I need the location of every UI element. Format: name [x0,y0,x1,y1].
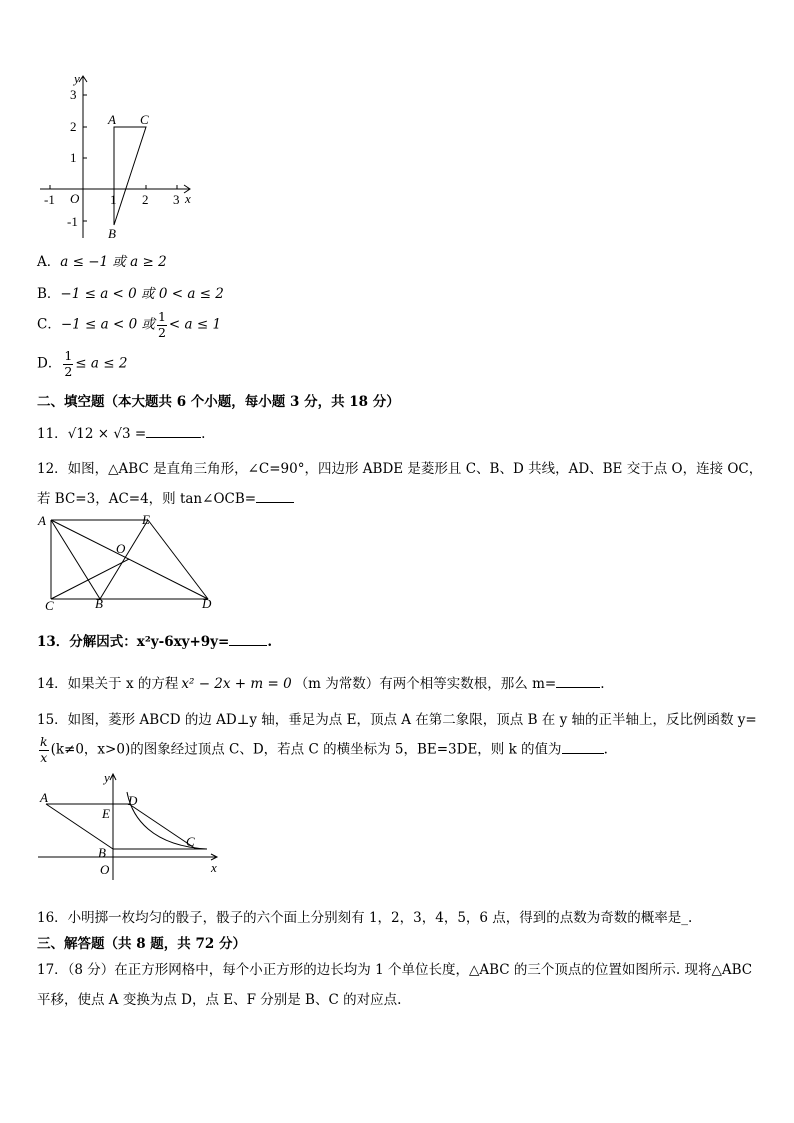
question-13: 13．分解因式：x²y-6xy+9y= . [37,634,273,650]
option-letter: C． [37,316,61,333]
option-text: < a ≤ 1 [168,316,222,333]
point-label-e: E [142,512,150,527]
x-axis-label: x [211,860,217,875]
option-text: ≤ a ≤ 2 [75,355,128,372]
y-tick-label: 1 [70,150,77,165]
point-label-o: O [116,541,126,556]
point-label-a: A [38,513,46,528]
option-c [37,311,221,339]
answer-blank [562,752,604,754]
option-text: −1 ≤ a < 0 或 0 < a ≤ 2 [60,286,224,302]
point-label-e: E [102,806,110,821]
origin-label: O [70,191,80,206]
y-tick-label: 3 [70,87,77,102]
point-label-b: B [98,845,106,860]
y-tick-label: 2 [70,119,77,134]
answer-blank [229,644,267,646]
point-label-b: B [108,226,116,241]
question-15-line1: 15．如图，菱形 ABCD 的边 AD⊥y 轴，垂足为点 E，顶点 A 在第二象限，顶点 B 在 y 轴的正半轴上，反比例函数 y= [37,712,757,728]
point-label-c: C [186,834,195,849]
option-letter: B． [37,286,61,302]
point-label-b: B [95,596,103,611]
option-letter: D． [37,355,62,372]
point-label-d: D [202,596,212,611]
answer-blank [556,686,600,688]
section-heading: 三、解答题（共 8 题，共 72 分） [37,936,246,952]
point-label-d: D [128,793,138,808]
point-label-c: C [140,112,149,127]
figure-coordinate-triangle [30,68,205,243]
option-text: −1 ≤ a < 0 或 [60,316,155,333]
option-d [37,350,127,378]
figure-rhombus [32,510,217,615]
origin-label: O [100,862,110,877]
x-tick-label: 3 [173,192,180,207]
question-16: 16．小明掷一枚均匀的骰子，骰子的六个面上分别刻有 1，2，3，4，5，6 点，得到的点数为奇数的概率是_. [37,910,693,926]
question-11: 11．√12 × √3 = . [37,426,206,442]
x-tick-label: 2 [142,192,149,207]
option-a [37,250,167,270]
question-17-line2: 平移，使点 A 变换为点 D，点 E、F 分别是 B、C 的对应点. [37,992,402,1008]
option-letter: A． [37,254,61,270]
fraction: $\frac{1}{2}$ [157,309,166,340]
question-17-line1: 17．（8 分）在正方形网格中，每个小正方形的边长均为 1 个单位长度，△ABC 的三个顶点的位置如图所示. 现将△ABC [37,962,753,978]
x-tick-label: 1 [110,192,117,207]
option-text: a ≤ −1 或 a ≥ 2 [60,254,167,270]
point-label-c: C [45,598,54,613]
figure-rhombus-hyperbola [32,768,227,880]
x-axis-label: x [185,191,191,206]
question-12-line1: 12．如图，△ABC 是直角三角形，∠C=90°，四边形 ABDE 是菱形且 C、B、D 共线，AD、BE 交于点 O，连接 OC， [37,461,763,477]
x-tick-label: -1 [44,192,55,207]
question-15-line2: $\frac{k}{x}$ (k≠0，x>0)的图象经过顶点 C、D，若点 C 的横坐标为 5，BE=3DE，则 k 的值为 . [40,734,608,765]
fraction: $\frac{1}{2}$ [64,348,73,379]
question-14: 14．如果关于 x 的方程 x² − 2x + m = 0 （m 为常数）有两个相等实数根，那么 m= . [37,676,605,692]
answer-blank [256,501,294,503]
fraction: $\frac{k}{x}$ [40,734,48,765]
answer-blank [146,436,201,438]
triangle-abc [114,127,146,225]
section-heading: 二、填空题（本大题共 6 个小题，每小题 3 分，共 18 分） [37,394,400,410]
y-axis-label: y [104,770,110,785]
option-b [37,282,224,302]
y-axis-label: y [74,71,80,86]
question-12-line2: 若 BC=3，AC=4，则 tan∠OCB= [37,487,294,507]
point-label-a: A [40,790,48,805]
point-label-a: A [108,112,116,127]
y-tick-label: -1 [67,214,78,229]
